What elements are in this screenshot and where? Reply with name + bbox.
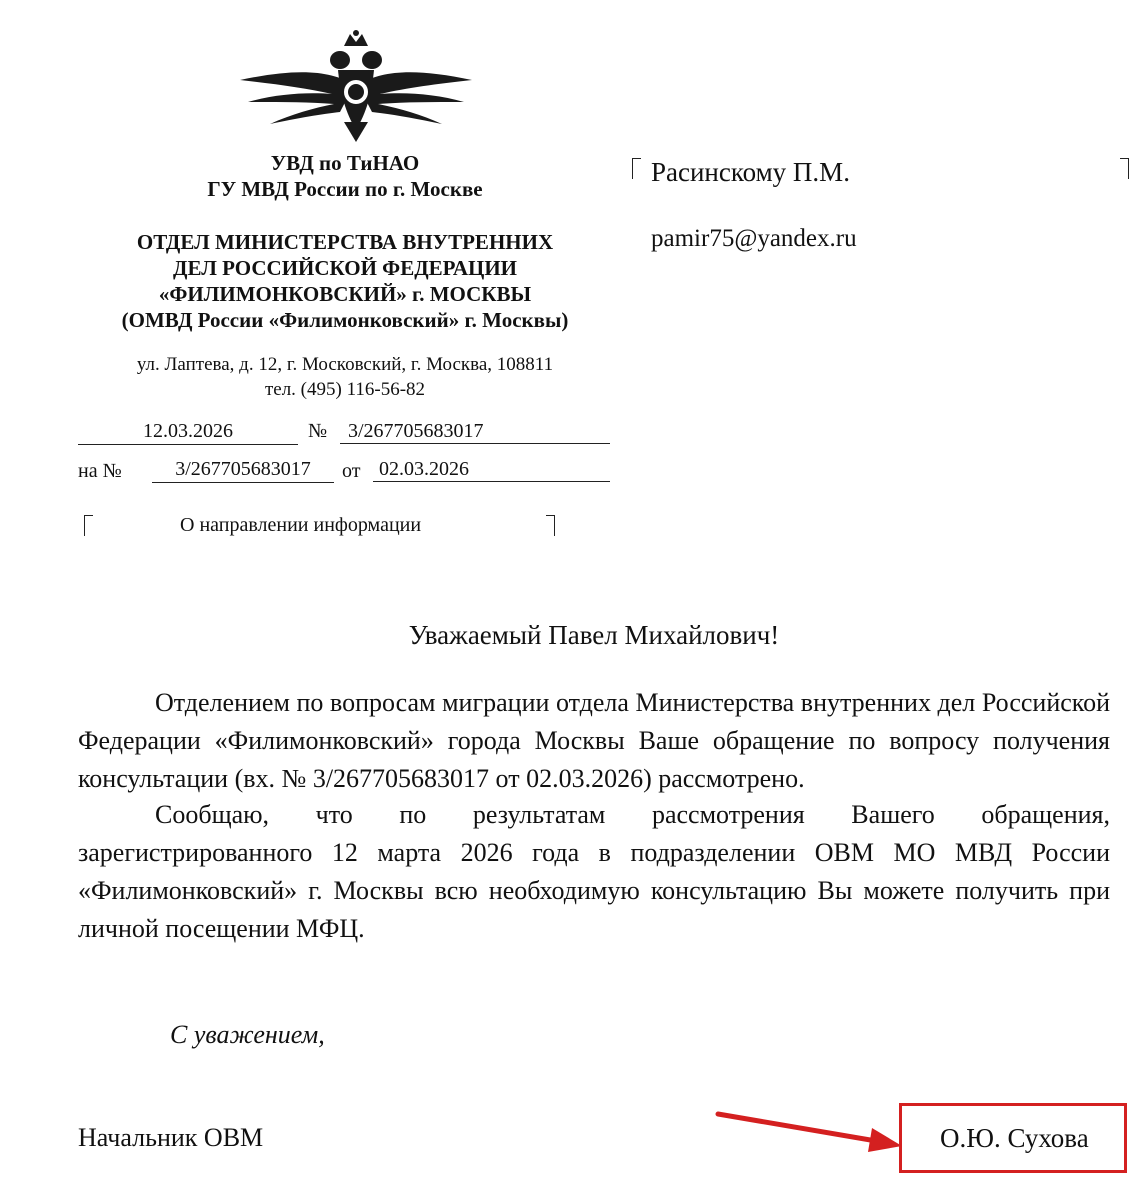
incoming-date-field bbox=[373, 456, 610, 482]
department-block bbox=[90, 229, 600, 333]
red-arrow-icon bbox=[712, 1104, 912, 1156]
subject-bracket-right bbox=[546, 515, 555, 536]
mvd-eagle-emblem-icon bbox=[236, 30, 476, 142]
department-line-2: ДЕЛ РОССИЙСКОЙ ФЕДЕРАЦИИ bbox=[173, 256, 517, 280]
address: ул. Лаптева, д. 12, г. Московский, г. Москва, 108811 bbox=[136, 354, 554, 375]
subject: О направлении информации bbox=[180, 514, 422, 536]
org-line-1: УВД по ТиНАО bbox=[270, 151, 420, 175]
body-paragraph-1: Отделением по вопросам миграции отдела Министерства внутренних дел Российской Федерации «Филимонковский» города Москвы Ваше обращение по вопросу получения консультации (вх. № 3/267705683017 от 02.03.2026) рассмотрено. bbox=[78, 688, 1110, 793]
outgoing-number-label: № bbox=[308, 420, 328, 442]
outgoing-number: 3/267705683017 bbox=[348, 420, 484, 442]
subject-bracket-left bbox=[84, 515, 93, 536]
outgoing-date-field bbox=[78, 418, 298, 445]
phone: тел. (495) 116-56-82 bbox=[264, 379, 426, 400]
incoming-from-label: от bbox=[342, 460, 361, 482]
recipient-bracket-right bbox=[1120, 158, 1129, 179]
incoming-date: 02.03.2026 bbox=[379, 458, 469, 480]
department-line-4: (ОМВД России «Филимонковский» г. Москвы) bbox=[121, 308, 569, 332]
recipient-bracket-left bbox=[632, 158, 641, 179]
letter-body bbox=[78, 684, 1110, 948]
salutation: Уважаемый Павел Михайлович! bbox=[408, 620, 780, 650]
department-line-3: «ФИЛИМОНКОВСКИЙ» г. МОСКВЫ bbox=[158, 282, 532, 306]
incoming-number-field bbox=[152, 456, 334, 483]
incoming-prefix: на № bbox=[78, 460, 122, 482]
signer-position: Начальник ОВМ bbox=[78, 1123, 264, 1152]
recipient-email: pamir75@yandex.ru bbox=[651, 225, 857, 252]
body-paragraph-2: Сообщаю, что по результатам рассмотрения Вашего обращения, зарегистрированного 12 марта 2026 года в подразделении ОВМ МО МВД России «Филимонковский» г. Москвы всю необходимую консультацию Вы можете получить при личной посещении МФЦ. bbox=[78, 800, 1110, 943]
recipient-name: Расинскому П.М. bbox=[651, 157, 850, 187]
address-block bbox=[80, 352, 610, 402]
incoming-number: 3/267705683017 bbox=[175, 458, 311, 480]
department-line-1: ОТДЕЛ МИНИСТЕРСТВА ВНУТРЕННИХ bbox=[136, 230, 554, 254]
org-line-2: ГУ МВД России по г. Москве bbox=[207, 177, 483, 201]
closing: С уважением, bbox=[170, 1020, 325, 1049]
outgoing-date: 12.03.2026 bbox=[143, 420, 233, 442]
outgoing-number-field bbox=[340, 418, 610, 444]
signer-name: О.Ю. Сухова bbox=[940, 1123, 1089, 1153]
org-header bbox=[90, 150, 600, 202]
